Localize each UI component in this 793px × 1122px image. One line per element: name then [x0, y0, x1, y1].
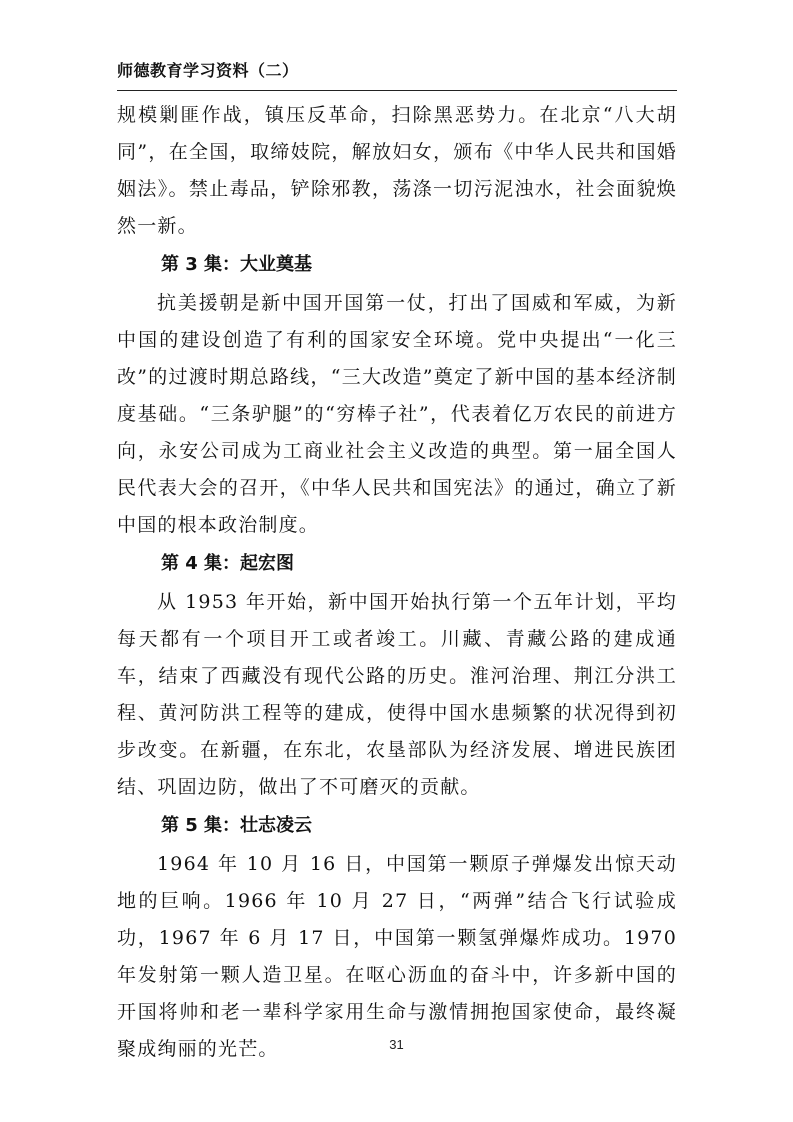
running-header: 师德教育学习资料（二）: [117, 61, 299, 80]
section-paragraph: 抗美援朝是新中国开国第一仗，打出了国威和军威，为新中国的建设创造了有利的国家安全环境。党中央提出“一化三改”的过渡时期总路线，“三大改造”奠定了新中国的基本经济制度基础。“三条驴腿”的“穷棒子社”，代表着亿万农民的前进方向，永安公司成为工商业社会主义改造的典型。第一届全国人民代表大会的召开，《中华人民共和国宪法》的通过，确立了新中国的根本政治制度。: [117, 292, 677, 536]
section-heading: 第 5 集：壮志凌云: [161, 815, 313, 836]
section-heading: 第 4 集：起宏图: [161, 553, 295, 574]
section-paragraph: 1964 年 10 月 16 日，中国第一颗原子弹爆发出惊天动地的巨响。1966 年 10 月 27 日，“两弹”结合飞行试验成功，1967 年 6 月 17 日，中国第一颗氢弹爆炸成功。1970 年发射第一颗人造卫星。在呕心沥血的奋斗中，许多新中国的开国将帅和老一辈科学家用生命与激情拥抱国家使命，最终凝聚成绚丽的光芒。: [117, 853, 677, 1060]
section-heading: 第 3 集：大业奠基: [161, 254, 313, 275]
page-number: 31: [389, 1037, 404, 1052]
continuation-paragraph: 规模剿匪作战，镇压反革命，扫除黑恶势力。在北京“八大胡同”，在全国，取缔妓院，解放妇女，颁布《中华人民共和国婚姻法》。禁止毒品，铲除邪教，荡涤一切污泥浊水，社会面貌焕然一新。: [117, 104, 677, 237]
section-episode-5: [117, 806, 677, 1068]
section-episode-4: [117, 544, 677, 806]
section-episode-3: [117, 245, 677, 544]
header-rule: [117, 90, 677, 91]
page-body: [117, 97, 677, 1068]
section-paragraph: 从 1953 年开始，新中国开始执行第一个五年计划，平均每天都有一个项目开工或者竣工。川藏、青藏公路的建成通车，结束了西藏没有现代公路的历史。淮河治理、荆江分洪工程、黄河防洪工程等的建成，使得中国水患频繁的状况得到初步改变。在新疆，在东北，农垦部队为经济发展、增进民族团结、巩固边防，做出了不可磨灭的贡献。: [117, 591, 677, 798]
